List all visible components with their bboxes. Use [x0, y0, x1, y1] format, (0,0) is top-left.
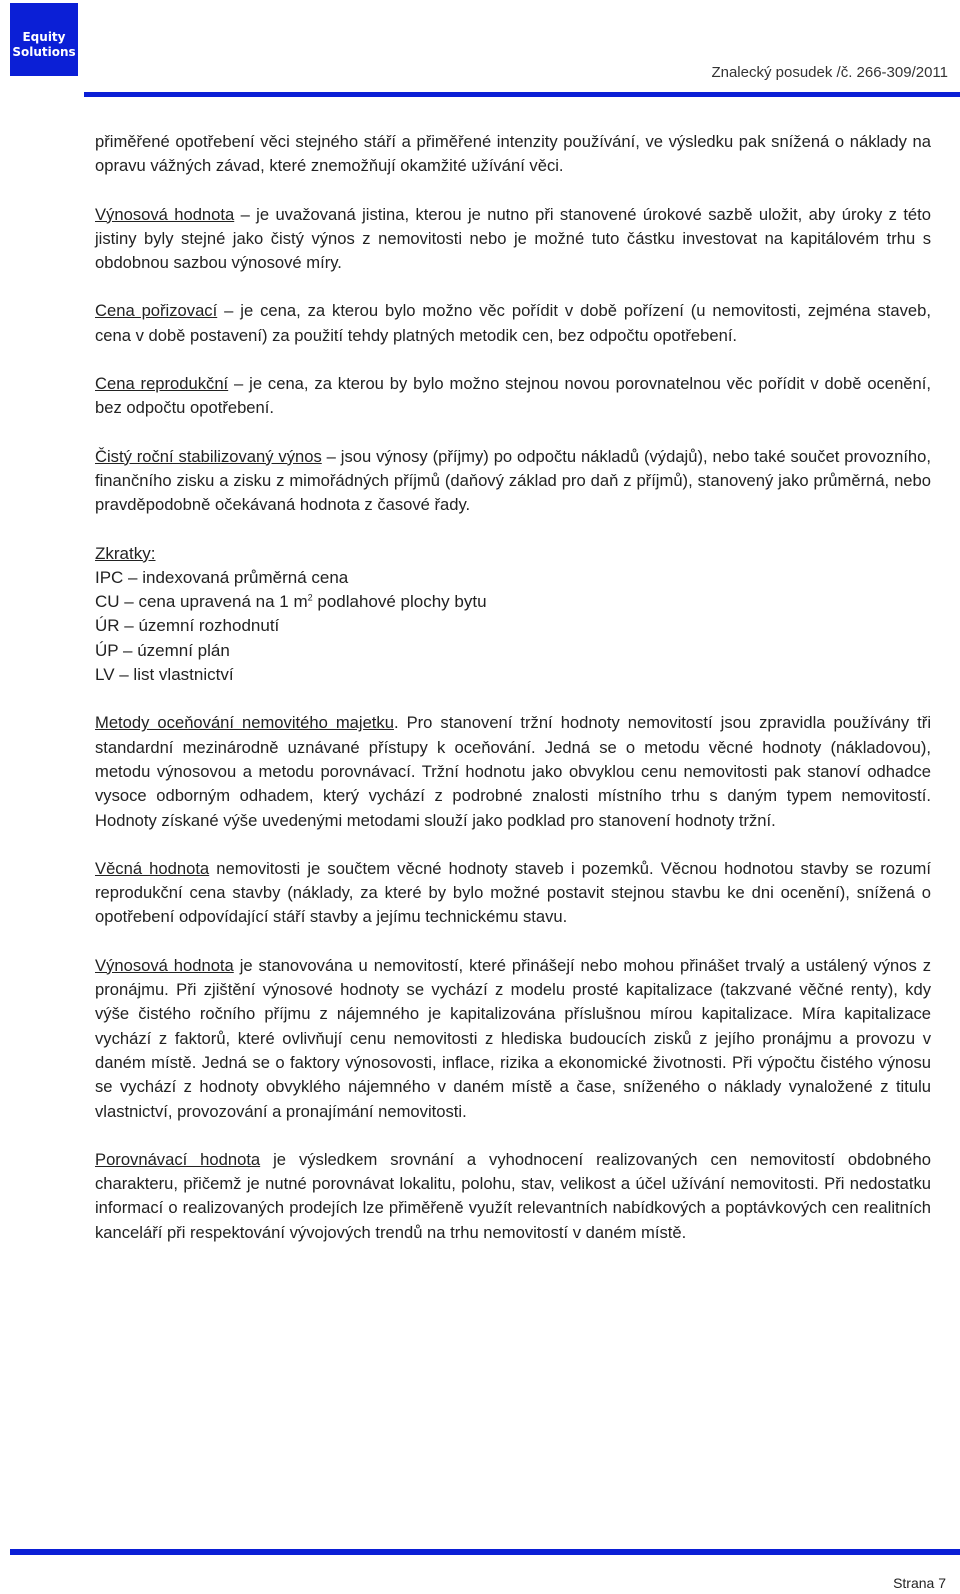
section-text: je stanovována u nemovitostí, které přinášejí nebo mohou přinášet trvalý a ustálený výnos z pronájmu. Při zjištění výnosové hodnoty se vychází z modelu prosté kapitalizace (takzvané věčné renty), kdy výše čistého ročního příjmu z nájemného je kapitalizována příslušnou mírou kapitalizace. Míra kapitalizace vychází z faktorů, které ovlivňují cenu nemovitosti z hlediska budoucích zisků z jejího pronájmu a provozu v daném místě. Jedná se o faktory výnosovosti, inflace, rizika a ekonomické životnosti. Při výpočtu čistého výnosu se vychází z hodnoty obvyklého nájemného v daném místě a čase, sníženého o náklady vynaložené z titulu vlastnictví, provozování a pronajímání nemovitosti.: [95, 955, 931, 1121]
definition-cena-porizovaci: [95, 299, 931, 348]
section-vecna-hodnota: [95, 857, 931, 930]
term-label: Cena reprodukční: [95, 374, 229, 394]
term-label: Cena pořizovací: [95, 301, 218, 321]
abbr-up: ÚP – územní plán: [95, 640, 230, 660]
definition-cena-reprodukcni: [95, 372, 931, 421]
term-label: Výnosová hodnota: [95, 955, 234, 975]
page-body: [95, 130, 931, 1269]
footer-divider: [10, 1549, 960, 1555]
section-text: nemovitosti je součtem věcné hodnoty staveb i pozemků. Věcnou hodnotou stavby se rozumí reprodukční cena stavby (náklady, za které by bylo možné postavit stejnou stavbu ke dni ocenění), snížená o opotřebení odpovídající stáří stavby a jejímu technickému stavu.: [95, 858, 931, 927]
abbreviations-list: [95, 542, 931, 688]
definition-cisty-vynos: [95, 445, 931, 518]
section-vynosova-hodnota: [95, 954, 931, 1124]
abbr-cu: CU – cena upravená na 1 $m^2$ podlahové plochy bytu: [95, 592, 487, 612]
page-number: Strana 7: [893, 1575, 946, 1591]
section-text: je výsledkem srovnání a vyhodnocení realizovaných cen nemovitostí obdobného charakteru, přičemž je nutné porovnávat lokalitu, polohu, stav, velikost a účel užívání nemovitosti. Při nedostatku informací o realizovaných prodejích lze přiměřeně využít relevantních nabídkových a poptávkových cen realitních kanceláří při respektování vývojových trendů na trhu nemovitostí v daném místě.: [95, 1149, 931, 1242]
definition-text: – je uvažovaná jistina, kterou je nutno při stanovené úrokové sazbě uložit, aby úroky z této jistiny byly stejné jako čistý výnos z nemovitosti nebo je možné tuto částku investovat na kapitálovém trhu s obdobnou sazbou výnosové míry.: [95, 204, 931, 273]
abbr-lv: LV – list vlastnictví: [95, 665, 234, 685]
definition-vynosova-hodnota: [95, 203, 931, 276]
paragraph-continuation: [95, 130, 931, 179]
logo-line-1: Equity: [22, 29, 66, 44]
company-logo: [10, 3, 78, 76]
term-label: Porovnávací hodnota: [95, 1149, 261, 1169]
definition-text: – je cena, za kterou by bylo možno stejnou novou porovnatelnou věc pořídit v době ocenění, bez odpočtu opotřebení.: [95, 374, 931, 418]
term-label: Věcná hodnota: [95, 858, 210, 878]
document-reference: Znalecký posudek /č. 266-309/2011: [711, 64, 948, 81]
header-divider: [84, 92, 960, 97]
abbr-ipc: IPC – indexovaná průměrná cena: [95, 567, 349, 587]
abbr-ur: ÚR – územní rozhodnutí: [95, 616, 280, 636]
section-porovnavaci-hodnota: [95, 1148, 931, 1245]
paragraph-text: přiměřené opotřebení věci stejného stáří a přiměřené intenzity používání, ve výsledku pak snížená o náklady na opravu vážných závad, které znemožňují okamžité užívání věci.: [95, 132, 931, 176]
logo-line-2: Solutions: [12, 44, 76, 59]
definition-text: – jsou výnosy (příjmy) po odpočtu nákladů (výdajů), nebo také součet provozního, finančního zisku a zisku z mimořádných příjmů (daňový základ pro daň z příjmů), stanovený jako průměrná, nebo pravděpodobně očekávaná hodnota z časové řady.: [95, 446, 931, 515]
section-text: . Pro stanovení tržní hodnoty nemovitostí jsou zpravidla používány tři standardní mezinárodně uznávané přístupy k oceňování. Jedná se o metodu věcné hodnoty (nákladovou), metodu výnosovou a metodu porovnávací. Tržní hodnotu jako obvyklou cenu nemovitosti pak stanoví odhadce vysoce odborným odhadem, který vychází z podrobné znalosti místního trhu s daným typem nemovitostí. Hodnoty získané výše uvedenými metodami slouží jako podklad pro stanovení hodnoty tržní.: [95, 713, 932, 830]
term-label: Čistý roční stabilizovaný výnos: [95, 446, 322, 466]
abbreviations-heading: Zkratky:: [95, 543, 156, 563]
definition-text: – je cena, za kterou bylo možno věc pořídit v době pořízení (u nemovitosti, zejména staveb, cena v době postavení) za použití tehdy platných metodik cen, bez odpočtu opotřebení.: [95, 301, 931, 345]
section-metody-oceneni: [95, 711, 931, 832]
term-label: Výnosová hodnota: [95, 204, 235, 224]
term-label: Metody oceňování nemovitého majetku: [95, 713, 394, 733]
